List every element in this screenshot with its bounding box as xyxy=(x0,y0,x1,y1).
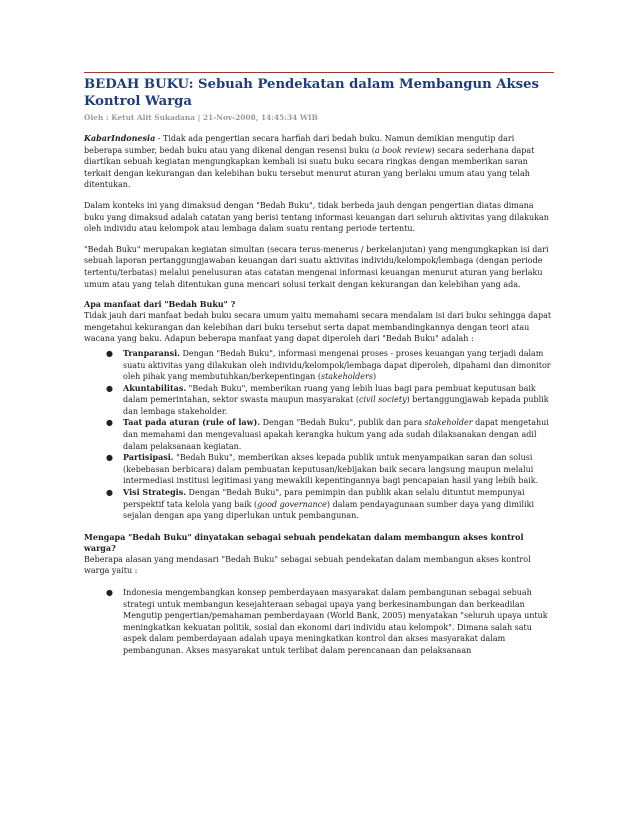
section-benefits-heading: Apa manfaat dari "Bedah Buku" ? xyxy=(84,299,236,310)
bullet-icon: ● xyxy=(106,418,113,428)
article-title: BEDAH BUKU: Sebuah Pendekatan dalam Membangun Akses Kontrol Warga xyxy=(84,77,539,109)
bullet-icon: ● xyxy=(106,588,113,597)
list-item: ● Tranparansi. Dengan "Bedah Buku", informasi mengenai proses - proses keuangan yang terjadi dalam suatu aktivitas yang dilakukan oleh individu/kelompok/lembaga dapat diperoleh, dipahami dan dimonitor oleh pihak yang membutuhkan/berkepentingan (stakeholders) xyxy=(106,347,551,382)
list-item: ● Taat pada aturan (rule of law). Dengan "Bedah Buku", publik dan para stakeholder dapat mengetahui dan memahami dan mengevaluasi apakah kerangka hukum yang ada sudah dilaksanakan dengan adil dalam pelaksanaan kegiatan. xyxy=(106,417,549,451)
bullet-icon: ● xyxy=(106,453,113,463)
list-item: ● Partisipasi. "Bedah Buku", memberikan akses kepada publik untuk menyampaikan saran dan solusi (kebebasan berbicara) dalam pembuatan keputusan/kebijakan baik secara langsung maupun melalui intermediasi institusi legitimasi yang mewakili kepentingannya bagi pencapaian hasil yang lebih baik. xyxy=(106,452,539,486)
article xyxy=(84,72,554,667)
bullet-icon: ● xyxy=(106,488,113,498)
paragraph-intro: KabarIndonesia - Tidak ada pengertian secara harfiah dari bedah buku. Namun demikian mengutip dari beberapa sumber, bedah buku atau yang dikenal dengan resensi buku (a book review) secara sederhana dapat diartikan sebuah kegiatan mengungkapkan kembali isi suatu buku secara ringkas dengan memberikan saran terkait dengan kekurangan dan kelebihan buku tersebut menurut aturan yang berlaku umum atau yang telah ditentukan. xyxy=(84,133,535,190)
title-rule xyxy=(84,72,554,73)
reasons-list xyxy=(84,587,554,657)
paragraph-context: Dalam konteks ini yang dimaksud dengan "Bedah Buku", tidak berbeda jauh dengan pengertian diatas dimana buku yang dimaksud adalah catatan yang berisi tentang informasi keuangan dari seluruh aktivitas yang dilakukan oleh individu atau kelompok atau lembaga dalam suatu rentang periode tertentu. xyxy=(84,200,549,234)
section-why xyxy=(84,532,554,657)
source-label: KabarIndonesia xyxy=(84,133,156,143)
list-item: ● Indonesia mengembangkan konsep pemberdayaan masyarakat dalam pembangunan sebagai sebuah strategi untuk membangun kesejahteraan sebagai upaya yang berkesinambungan dan berkeadilan Mengutip pengertian/pemahaman pemberdayaan (World Bank, 2005) menyatakan "seluruh upaya untuk meningkatkan kekuatan politik, sosial dan ekonomi dari individu atau kelompok". Dimana salah satu aspek dalam pemberdayaan adalah upaya meningkatkan kontrol dan akses masyarakat dalam pembangunan. Akses masyarakat untuk terlibat dalam perencanaan dan pelaksanaan xyxy=(106,588,548,655)
section-benefits xyxy=(84,299,554,522)
bullet-icon: ● xyxy=(106,348,113,358)
section-why-intro: Beberapa alasan yang mendasari "Bedah Buku" sebagai sebuah pendekatan dalam membangun akses kontrol warga yaitu : xyxy=(84,554,531,576)
paragraph-definition: "Bedah Buku" merupakan kegiatan simultan (secara terus-menerus / berkelanjutan) yang mengungkapkan isi dari sebuah laporan pertanggungjawaban keuangan dari suatu aktivitas individu/kelompok/lembaga (dengan periode tertentu/terbatas) melalui penelusuran atas catatan mengenai informasi keuangan menurut aturan yang berlaku umum atau yang telah ditentukan guna mencari solusi terkait dengan kekurangan dan kelebihan yang ada. xyxy=(84,244,549,289)
benefits-list xyxy=(84,348,554,522)
list-item: ● Akuntabilitas. "Bedah Buku", memberikan ruang yang lebih luas bagi para pembuat keputusan baik dalam pemerintahan, sektor swasta maupun masyarakat (civil society) bertanggungjawab kepada publik dan lembaga stakeholder. xyxy=(106,382,549,416)
article-byline: Oleh : Ketut Alit Sukadana | 21-Nov-2008, 14:45:34 WIB xyxy=(84,113,318,122)
list-item: ● Visi Strategis. Dengan "Bedah Buku", para pemimpin dan publik akan selalu dituntut mempunyai perspektif tata kelola yang baik (good governance) dalam pendayagunaan sumber daya yang dimiliki sejalan dengan apa yang diperlukan untuk pembangunan. xyxy=(106,487,535,521)
bullet-icon: ● xyxy=(106,383,113,393)
section-why-heading: Mengapa "Bedah Buku" dinyatakan sebagai sebuah pendekatan dalam membangun akses kontrol warga? xyxy=(84,531,524,553)
section-benefits-intro: Tidak jauh dari manfaat bedah buku secara umum yaitu memahami secara mendalam isi dari buku sehingga dapat mengetahui kekurangan dan kelebihan dari buku tersebut serta dapat membandingkannya dengan teori atau wacana yang baku. Adapun beberapa manfaat yang dapat diperoleh dari "Bedah Buku" adalah : xyxy=(84,311,552,344)
